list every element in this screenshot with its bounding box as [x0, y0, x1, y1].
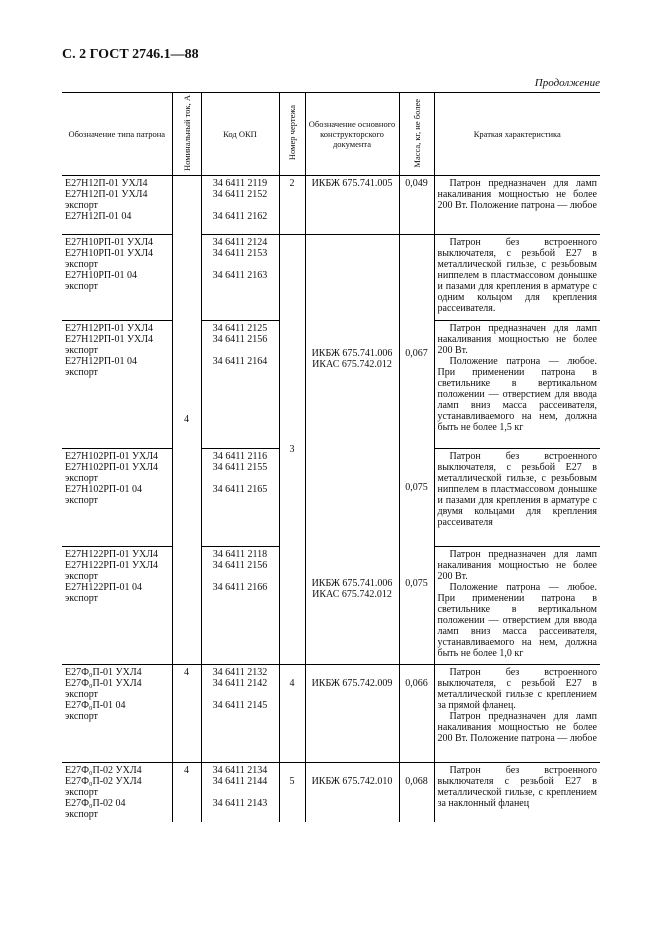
table-row	[62, 234, 600, 320]
drawing-cell: 3	[279, 234, 305, 664]
type-cell: Е27Н102РП-01 УХЛ4 Е27Н102РП-01 УХЛ4 экспорт Е27Н102РП-01 04 экспорт	[62, 448, 172, 546]
okp-cell: 34 6411 2134 34 6411 2144 34 6411 2143	[201, 762, 279, 822]
type-cell: Е27Н12РП-01 УХЛ4 Е27Н12РП-01 УХЛ4 экспорт Е27Н12РП-01 04 экспорт	[62, 320, 172, 448]
mass-cell: 0,075	[399, 546, 434, 664]
page-header: С. 2 ГОСТ 2746.1—88	[62, 47, 199, 62]
type-cell: Е27Ф₀П-02 УХЛ4 Е27Ф₀П-02 УХЛ4 экспорт Е27Ф₀П-02 04 экспорт	[62, 762, 172, 822]
current-cell: 4	[172, 175, 201, 664]
okp-cell: 34 6411 2132 34 6411 2142 34 6411 2145	[201, 664, 279, 762]
type-cell: Е27Н122РП-01 УХЛ4 Е27Н122РП-01 УХЛ4 экспорт Е27Н122РП-01 04 экспорт	[62, 546, 172, 664]
document-cell: ИКБЖ 675.741.006 ИКАС 675.742.012	[305, 320, 399, 448]
current-cell: 4	[172, 664, 201, 762]
document-cell: ИКБЖ 675.741.006 ИКАС 675.742.012	[305, 546, 399, 664]
document-cell	[305, 448, 399, 546]
mass-cell: 0,067	[399, 320, 434, 448]
description-cell: Патрон без встроенного выключателя, с резьбой Е27 в металлической гильзе, с резьбовым ниппелем в пластмассовом донышке и пазами для крепления в арматуре с двумя кольцами для крепления рассеивателя	[434, 448, 600, 546]
col-current-header: Номинальный ток, А	[172, 93, 201, 176]
mass-cell: 0,049	[399, 175, 434, 234]
table-row	[62, 175, 600, 234]
continuation-label: Продолжение	[534, 77, 600, 89]
drawing-cell: 5	[279, 762, 305, 822]
okp-cell: 34 6411 2116 34 6411 2155 34 6411 2165	[201, 448, 279, 546]
mass-cell	[399, 234, 434, 320]
col-mass-header: Масса, кг, не более	[399, 93, 434, 176]
col-okp-header: Код ОКП	[201, 93, 279, 176]
table-header-row	[62, 93, 600, 176]
description-cell: Патрон предназначен для ламп накаливания мощностью не более 200 Вт. Положение патрона — любое	[434, 175, 600, 234]
description-cell: Патрон без встроенного выключателя с резьбой Е27 в металлической гильзе, с креплением за наклонный фланец	[434, 762, 600, 822]
specification-table	[62, 92, 600, 822]
mass-cell: 0,075	[399, 448, 434, 546]
document-cell: ИКБЖ 675.742.010	[305, 762, 399, 822]
table-row	[62, 448, 600, 546]
current-cell: 4	[172, 762, 201, 822]
table-row	[62, 762, 600, 822]
mass-cell: 0,068	[399, 762, 434, 822]
description-cell: Патрон без встроенного выключателя, с резьбой Е27 в металлической гильзе, с резьбовым ниппелем в пластмассовом донышке и пазами для крепления в арматуре с одним кольцом для крепления рассеивателя.	[434, 234, 600, 320]
mass-cell: 0,066	[399, 664, 434, 762]
okp-cell: 34 6411 2125 34 6411 2156 34 6411 2164	[201, 320, 279, 448]
table-row	[62, 664, 600, 762]
description-cell: Патрон предназначен для ламп накаливания мощностью не более 200 Вт. Положение патрона — любое. При применении патрона в светильнике в вертикальном положении — отверстием для ввода ламп вниз масса рассеивателя, устанавливаемого на нем, должна быть не более 1,0 кг	[434, 546, 600, 664]
type-cell: Е27Ф₀П-01 УХЛ4 Е27Ф₀П-01 УХЛ4 экспорт Е27Ф₀П-01 04 экспорт	[62, 664, 172, 762]
type-cell: Е27Н10РП-01 УХЛ4 Е27Н10РП-01 УХЛ4 экспорт Е27Н10РП-01 04 экспорт	[62, 234, 172, 320]
col-designation-header: Обозначение типа патрона	[62, 93, 172, 176]
document-cell: ИКБЖ 675.741.005	[305, 175, 399, 234]
table-row	[62, 320, 600, 448]
drawing-cell: 2	[279, 175, 305, 234]
okp-cell: 34 6411 2124 34 6411 2153 34 6411 2163	[201, 234, 279, 320]
description-cell: Патрон без встроенного выключателя, с резьбой Е27 в металлической гильзе с креплением за прямой фланец. Патрон предназначен для ламп накаливания мощностью не более 200 Вт. Положение патрона — любое	[434, 664, 600, 762]
okp-cell: 34 6411 2119 34 6411 2152 34 6411 2162	[201, 175, 279, 234]
col-characteristic-header: Краткая характеристика	[434, 93, 600, 176]
col-drawing-header: Номер чертежа	[279, 93, 305, 176]
description-cell: Патрон предназначен для ламп накаливания мощностью не более 200 Вт. Положение патрона — любое. При применении патрона в светильнике в вертикальном положении — отверстием для ввода ламп вниз масса рассеивателя, устанавливаемого на нем, должна быть не более 1,5 кг	[434, 320, 600, 448]
okp-cell: 34 6411 2118 34 6411 2156 34 6411 2166	[201, 546, 279, 664]
document-cell	[305, 234, 399, 320]
table-row	[62, 546, 600, 664]
type-cell: Е27Н12П-01 УХЛ4 Е27Н12П-01 УХЛ4 экспорт Е27Н12П-01 04	[62, 175, 172, 234]
drawing-cell: 4	[279, 664, 305, 762]
col-document-header: Обозначение основного конструкторского документа	[305, 93, 399, 176]
document-cell: ИКБЖ 675.742.009	[305, 664, 399, 762]
